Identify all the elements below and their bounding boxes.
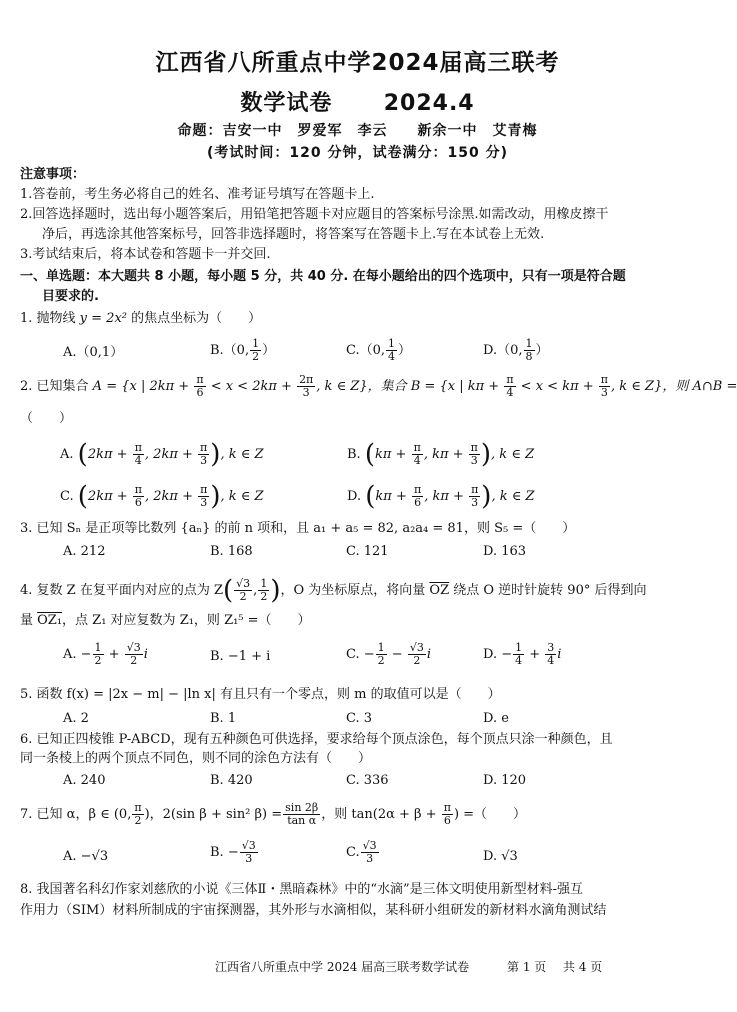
q4-c-f1d: 2: [377, 654, 385, 667]
q4-a-f1d: 2: [94, 654, 102, 667]
q4-d-f2d: 4: [547, 654, 555, 667]
q1-b-num: 1: [252, 337, 260, 350]
q5-option-c: C. 3: [346, 711, 373, 726]
q2-c-2: , 2kπ +: [145, 489, 198, 504]
q1-b-label: B.（0,: [210, 343, 250, 358]
q1-c-den: 4: [388, 350, 396, 363]
q2-set-b2: < x < kπ +: [516, 379, 598, 394]
q2-c-1: 2kπ +: [87, 489, 132, 504]
q2-f4-den: 3: [600, 386, 608, 399]
q2-f3-den: 4: [506, 386, 514, 399]
note-item-2-cont: 净后，再选涂其他答案标号，回答非选择题时，将答案写在答题卡上.写在本试卷上无效.: [42, 227, 545, 242]
exam-date: 2024.4: [383, 91, 475, 116]
q2-d-frac2: [469, 484, 480, 509]
question-8-line-2: 作用力（SIM）材料所制成的宇宙探测器，其外形与水滴相似，某科研小组研发的新材料水滴角测试结: [20, 903, 607, 918]
q4-vec-oz: $\overline{OZ}$: [429, 583, 450, 598]
q7-option-a: A. −√3: [63, 849, 109, 864]
q2-c-f2n: π: [200, 483, 208, 496]
footer-total: 共 4 页: [563, 960, 603, 974]
q4-option-a: [63, 642, 148, 667]
q2-frac-2: [297, 374, 315, 399]
q1-d-label: D.（0,: [483, 343, 523, 358]
footer-page: 第 1 页: [507, 960, 547, 974]
q4-d-f1n: 1: [515, 641, 523, 654]
q4-fy-num: 1: [260, 577, 268, 590]
q2-b-label: B.: [347, 447, 361, 462]
q4-c-mid: −: [387, 647, 407, 662]
q2-d-open: (: [365, 481, 376, 512]
q4-a-f1n: 1: [94, 641, 102, 654]
q6-option-d: D. 120: [483, 773, 527, 788]
q1-option-d: [483, 338, 549, 363]
q4-c-label: C. −: [346, 647, 375, 662]
q4-d-f1d: 4: [515, 654, 523, 667]
q1-d-den: 8: [525, 350, 533, 363]
q7-b-den: 3: [245, 852, 253, 865]
note-item-2: 2.回答选择题时，选出每小题答案后，用铅笔把答题卡对应题目的答案标号涂黑.如需改动，用橡皮擦干: [20, 207, 609, 222]
question-6-stem: 6. 已知正四棱锥 P-ABCD，现有五种颜色可供选择，要求给每个顶点涂色，每个顶点只涂一种颜色，且: [20, 732, 613, 747]
q2-c-frac2: [198, 484, 209, 509]
q7-option-d: D. √3: [483, 849, 518, 864]
q2-d-frac1: [412, 484, 423, 509]
q7-fpi2-num: π: [134, 801, 142, 814]
q7-fsin-den: tan α: [287, 814, 317, 827]
q7-stem-a: 7. 已知 α，β ∈ (0,: [20, 807, 132, 822]
q2-d-2: , kπ +: [424, 489, 469, 504]
q2-f2-num: 2π: [299, 373, 314, 386]
q7-frac-pi2: [132, 802, 143, 827]
q4-a-frac2: [125, 642, 143, 667]
q7-option-c: [346, 840, 380, 865]
exam-subject-line: [0, 86, 715, 117]
q2-b-open: (: [364, 439, 375, 470]
q4-option-c: [346, 642, 431, 667]
q2-b-2: , kπ +: [423, 447, 468, 462]
q7-fsin-num: sin 2β: [285, 801, 319, 814]
question-6-stem-2: 同一条棱上的两个顶点不同色，则不同的涂色方法有（ ）: [20, 751, 372, 766]
q1-b-close: ）: [262, 343, 276, 358]
q4-c-i: i: [426, 647, 431, 662]
q7-stem-c: ，则 tan(2α + β +: [321, 807, 441, 822]
q7-fpi2-den: 2: [134, 814, 142, 827]
q6-option-a: A. 240: [63, 773, 106, 788]
q2-a-label: A.: [60, 447, 74, 462]
q1-b-den: 2: [252, 350, 260, 363]
q7-fpi6-num: π: [443, 801, 451, 814]
q2-b-f1n: π: [413, 441, 421, 454]
q2-f4-num: π: [600, 373, 609, 386]
q2-frac-1: [194, 374, 205, 399]
q4-a-f2d: 2: [130, 654, 138, 667]
q4-d-frac1: [513, 642, 524, 667]
q4-a-i: i: [143, 647, 148, 662]
q1-option-b: [210, 338, 275, 363]
q2-b-f2d: 3: [470, 454, 478, 467]
q5-option-b: B. 1: [210, 711, 237, 726]
q4-close-paren: ): [270, 575, 281, 606]
question-4-stem-2: [20, 612, 311, 630]
q7-b-frac: [240, 840, 258, 865]
section1-heading-cont: 目要求的.: [42, 289, 99, 304]
q4-stem2-a: 量: [20, 613, 38, 628]
q4-option-d: [483, 642, 561, 667]
q2-set-a3: , k ∈ Z}，集合: [316, 379, 411, 394]
q2-option-a: [60, 439, 264, 470]
q4-d-label: D. −: [483, 647, 513, 662]
question-2-stem: [20, 374, 737, 399]
exam-title: 江西省八所重点中学2024届高三联考: [155, 50, 560, 76]
q7-b-num: √3: [241, 839, 256, 852]
q4-d-i: i: [557, 647, 562, 662]
q4-stem-b: ，O 为坐标原点，将向量: [280, 583, 430, 598]
q4-stem-a: 4. 复数 Z 在复平面内对应的点为 Z: [20, 583, 223, 598]
q3-option-d: D. 163: [483, 544, 527, 559]
q4-d-f2n: 3: [547, 641, 555, 654]
q4-d-mid: +: [525, 647, 545, 662]
q4-stem-c: 绕点 O 逆时针旋转 90° 后得到向: [449, 583, 647, 598]
exam-subject: 数学试卷: [240, 91, 333, 116]
q6-option-b: B. 420: [210, 773, 253, 788]
q2-f3-num: π: [506, 373, 514, 386]
q5-option-d: D. e: [483, 711, 509, 726]
q4-d-frac2: [545, 642, 556, 667]
q2-b-1: kπ +: [374, 447, 411, 462]
q1-option-a: A.（0,1）: [63, 345, 124, 360]
q2-frac-3: [504, 374, 515, 399]
q5-option-a: A. 2: [63, 711, 89, 726]
q2-a-f2d: 3: [200, 454, 208, 467]
q2-b-frac1: [412, 442, 423, 467]
q4-frac-x: [234, 578, 252, 603]
q2-b-f1d: 4: [413, 454, 421, 467]
q2-b-frac2: [469, 442, 480, 467]
q4-fx-num: √3: [236, 577, 251, 590]
footer-title: 江西省八所重点中学 2024 届高三联考数学试卷: [215, 960, 470, 974]
q7-c-label: C.: [346, 845, 360, 860]
q2-set-b3: , k ∈ Z}，则 A∩B =: [611, 379, 737, 394]
q2-b-f2n: π: [470, 441, 478, 454]
q3-option-c: C. 121: [346, 544, 389, 559]
q1-stem-a: 1. 抛物线: [20, 311, 80, 326]
q1-d-close: ）: [535, 343, 549, 358]
note-item-1: 1.答卷前，考生务必将自己的姓名、准考证号填写在答题卡上.: [20, 187, 375, 202]
q2-frac-4: [599, 374, 610, 399]
q2-c-open: (: [77, 481, 88, 512]
q4-fy-den: 2: [260, 590, 268, 603]
q2-a-frac2: [198, 442, 209, 467]
q6-option-c: C. 336: [346, 773, 389, 788]
q7-frac-sin: [283, 802, 320, 827]
q2-d-f1d: 6: [414, 496, 422, 509]
q1-d-frac: [524, 338, 535, 363]
q2-option-d: [347, 481, 535, 512]
q7-frac-pi6: [442, 802, 453, 827]
question-8-line-1: 8. 我国著名科幻作家刘慈欣的小说《三体Ⅱ・黑暗森林》中的“水滴”是三体文明使用新型材料-强互: [20, 882, 584, 897]
q7-c-den: 3: [366, 852, 374, 865]
q2-f1-num: π: [196, 373, 204, 386]
section1-heading: 一、单选题：本大题共 8 小题，每小题 5 分，共 40 分. 在每小题给出的四个选项中，只有一项是符合题: [20, 269, 626, 284]
q2-a-f2n: π: [200, 441, 208, 454]
q1-d-num: 1: [525, 337, 533, 350]
q2-c-label: C.: [60, 489, 74, 504]
q2-a-2: , 2kπ +: [144, 447, 198, 462]
q2-stem-a: 2. 已知集合: [20, 379, 93, 394]
q2-c-3: , k ∈ Z: [220, 489, 264, 504]
q1-b-frac: [250, 338, 261, 363]
q2-c-f1d: 6: [134, 496, 142, 509]
q4-a-frac1: [93, 642, 104, 667]
q4-c-f2n: √3: [409, 641, 424, 654]
q4-frac-y: [258, 578, 269, 603]
q2-a-f1n: π: [134, 441, 142, 454]
q4-c-frac1: [376, 642, 387, 667]
q1-expr: y = 2x²: [79, 311, 132, 326]
notes-heading: 注意事项：: [20, 167, 86, 182]
q7-stem-d: ) =（ ）: [453, 807, 527, 822]
q1-c-frac: [386, 338, 397, 363]
q1-c-label: C.（0,: [346, 343, 386, 358]
question-3-stem: 3. 已知 Sₙ 是正项等比数列 {aₙ} 的前 n 项和，且 a₁ + a₅ = 82, a₂a₄ = 81，则 S₅ =（ ）: [20, 521, 576, 536]
q4-c-f1n: 1: [377, 641, 385, 654]
q2-c-f1n: π: [134, 483, 143, 496]
q4-stem2-b: ，点 Z₁ 对应复数为 Z₁，则 Z₁⁵ =（ ）: [62, 613, 311, 628]
q4-fx-den: 2: [239, 590, 247, 603]
q2-b-close: ): [480, 439, 492, 470]
q2-a-3: , k ∈ Z: [220, 447, 264, 462]
q7-c-num: √3: [362, 839, 377, 852]
q2-option-c: [60, 481, 264, 512]
q2-d-3: , k ∈ Z: [491, 489, 535, 504]
q7-c-frac: [361, 840, 379, 865]
q2-f1-den: 6: [196, 386, 204, 399]
q2-c-f2d: 3: [200, 496, 208, 509]
q1-option-c: [346, 338, 411, 363]
q2-set-b1: B = {x | kπ +: [410, 379, 504, 394]
q2-d-f2d: 3: [471, 496, 479, 509]
q2-a-open: (: [77, 439, 88, 470]
question-1-stem: [20, 310, 261, 328]
q2-d-1: kπ +: [375, 489, 411, 504]
question-4-stem: [20, 575, 647, 606]
q4-option-b: B. −1 + i: [210, 649, 271, 664]
q2-option-b: [347, 439, 535, 470]
exam-authors: 命题：吉安一中 罗爱军 李云 新余一中 艾青梅: [177, 123, 538, 139]
question-7-stem: [20, 802, 526, 827]
q2-a-close: ): [210, 439, 221, 470]
q4-c-f2d: 2: [413, 654, 421, 667]
q2-set-a1: A = {x | 2kπ +: [92, 379, 194, 394]
q2-a-f1d: 4: [134, 454, 142, 467]
q3-option-b: B. 168: [210, 544, 253, 559]
q7-option-b: [210, 840, 259, 865]
question-5-stem: 5. 函数 f(x) = |2x − m| − |ln x| 有且只有一个零点，则 m 的取值可以是（ ）: [20, 687, 501, 702]
note-item-3: 3.考试结束后，将本试卷和答题卡一并交回.: [20, 247, 271, 262]
q2-d-f2n: π: [471, 483, 479, 496]
q1-c-num: 1: [388, 337, 396, 350]
q2-c-frac1: [133, 484, 144, 509]
q4-comma: ,: [253, 583, 258, 598]
q2-paren: （ ）: [20, 411, 73, 426]
q2-c-close: ): [210, 481, 221, 512]
q4-a-f2n: √3: [126, 641, 141, 654]
q4-vec-oz1: OZ₁: [37, 613, 63, 628]
exam-info: (考试时间：120 分钟，试卷满分：150 分): [207, 145, 508, 161]
q2-d-close: ): [481, 481, 492, 512]
q1-stem-b: 的焦点坐标为（ ）: [131, 311, 262, 326]
q2-d-label: D.: [347, 489, 362, 504]
q3-option-a: A. 212: [63, 544, 106, 559]
q7-fpi6-den: 6: [443, 814, 451, 827]
q2-a-1: 2kπ +: [87, 447, 132, 462]
q4-open-paren: (: [223, 575, 234, 606]
q2-set-a2: < x < 2kπ +: [206, 379, 297, 394]
q4-c-frac2: [408, 642, 426, 667]
q4-a-mid: +: [104, 647, 124, 662]
q2-d-f1n: π: [413, 483, 422, 496]
q1-c-close: ）: [398, 343, 412, 358]
q2-f2-den: 3: [302, 386, 310, 399]
q2-a-frac1: [133, 442, 144, 467]
q4-a-label: A. −: [63, 647, 92, 662]
q7-b-label: B. −: [210, 845, 239, 860]
q2-b-3: , k ∈ Z: [491, 447, 535, 462]
q7-stem-b: )，2(sin β + sin² β) =: [144, 807, 283, 822]
